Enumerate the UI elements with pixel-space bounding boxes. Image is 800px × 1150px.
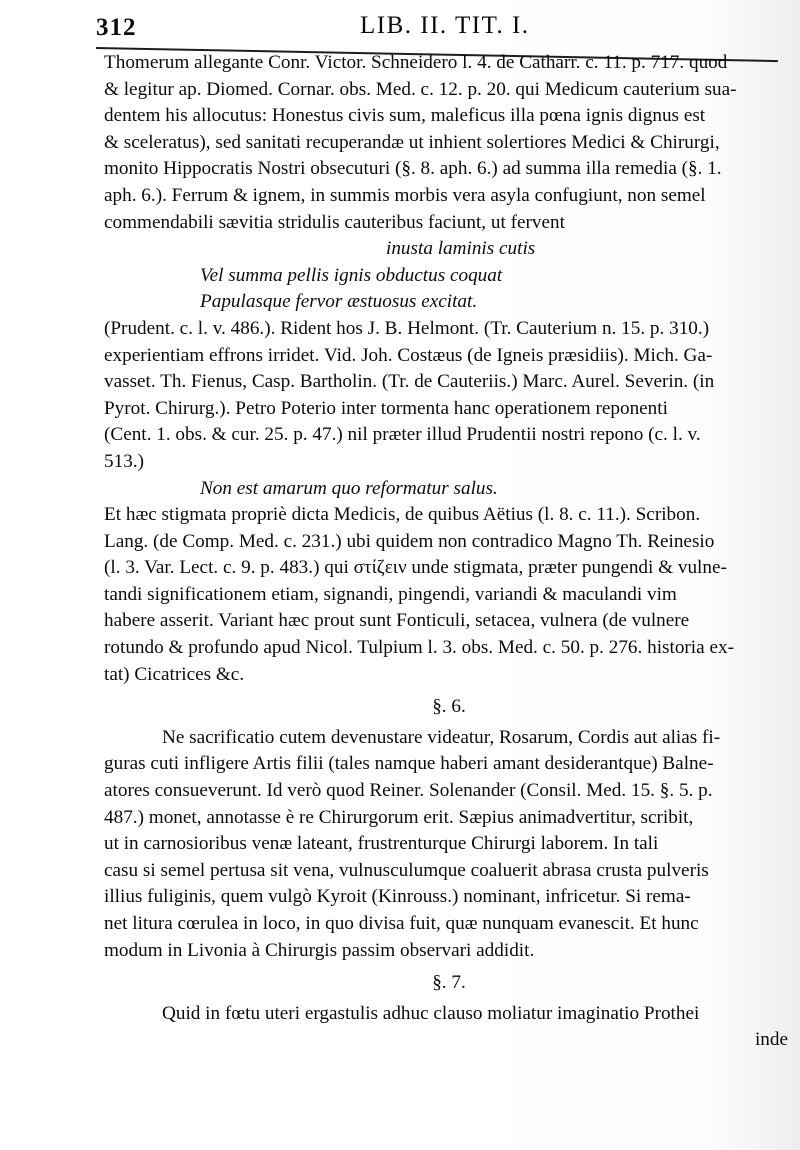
- text-line: Thomerum allegante Conr. Victor. Schneidero l. 4. de Catharr. c. 11. p. 717. quod: [104, 52, 728, 73]
- text-line: rotundo & profundo apud Nicol. Tulpium l. 3. obs. Med. c. 50. p. 276. historia ex-: [104, 637, 734, 659]
- running-head: LIB. II. TIT. I.: [360, 12, 530, 39]
- text-line: illius fuliginis, quem vulgò Kyroit (Kinrouss.) nominant, infricetur. Si rema-: [104, 886, 691, 908]
- text-line: commendabili sævitia stridulis cauteribus faciunt, ut fervent: [104, 211, 565, 233]
- text-line: modum in Livonia à Chirurgis passim observari addidit.: [104, 939, 535, 961]
- text-line: & sceleratus), sed sanitati recuperandæ ut inhient solertiores Medici & Chirurgi,: [104, 131, 720, 153]
- text-line: guras cuti infligere Artis filii (tales namque haberi amant desiderantque) Balne-: [104, 753, 714, 775]
- text-line: tandi significationem etiam, signandi, pingendi, variandi & maculandi vim: [104, 583, 677, 605]
- text-line: aph. 6.). Ferrum & ignem, in summis morbis vera asyla confugiunt, non semel: [104, 184, 706, 206]
- text-line: habere asserit. Variant hæc prout sunt Fonticuli, setacea, vulnera (de vulnere: [104, 610, 690, 632]
- text-line: monito Hippocratis Nostri obsecuturi (§. 8. aph. 6.) ad summa illa remedia (§. 1.: [104, 158, 722, 180]
- verse-line: Non est amarum quo reformatur salus.: [200, 477, 498, 499]
- catchword: inde: [754, 1029, 788, 1051]
- text-line: 487.) monet, annotasse è re Chirurgorum erit. Sæpius animadvertitur, scribit,: [104, 806, 694, 828]
- text-line: dentem his allocutus: Honestus civis sum, maleficus illa pœna ignis dignus est: [104, 105, 706, 127]
- text-line: tat) Cicatrices &c.: [104, 663, 245, 685]
- text-line: atores consueverunt. Id verò quod Reiner. Solenander (Consil. Med. 15. §. 5. p.: [104, 780, 713, 802]
- text-line: casu si semel pertusa sit vena, vulnusculumque coaluerit abrasa crusta pulveris: [104, 859, 709, 881]
- page-number: 312: [96, 14, 137, 41]
- text-line: Quid in fœtu uteri ergastulis adhuc clauso moliatur imaginatio Prothei: [162, 1002, 700, 1024]
- text-line: (Cent. 1. obs. & cur. 25. p. 47.) nil præter illud Prudentii nostri repono (c. l. v.: [104, 424, 701, 446]
- text-line: Lang. (de Comp. Med. c. 231.) ubi quidem non contradico Magno Th. Reinesio: [104, 530, 715, 552]
- text-line: net litura cœrulea in loco, in quo divisa fuit, quæ nunquam evanescit. Et hunc: [104, 913, 699, 934]
- text-line: & legitur ap. Diomed. Cornar. obs. Med. c. 12. p. 20. qui Medicum cauterium sua-: [104, 78, 737, 100]
- section-heading: §. 7.: [432, 972, 466, 994]
- text-line: Et hæc stigmata propriè dicta Medicis, de quibus Aëtius (l. 8. c. 11.). Scribon.: [104, 504, 701, 526]
- verse-line: Papulasque fervor æstuosus excitat.: [200, 291, 478, 313]
- text-line: 513.): [104, 450, 144, 472]
- verse-line: Vel summa pellis ignis obductus coquat: [200, 264, 503, 286]
- text-line: vasset. Th. Fienus, Casp. Bartholin. (Tr. de Cauteriis.) Marc. Aurel. Severin. (in: [104, 371, 715, 393]
- text-line: (Prudent. c. l. v. 486.). Rident hos J. B. Helmont. (Tr. Cauterium n. 15. p. 310.): [104, 317, 710, 339]
- text-line: (l. 3. Var. Lect. c. 9. p. 483.) qui στίζειν unde stigmata, præter pungendi & vulne-: [104, 557, 727, 579]
- text-line: ut in carnosioribus venæ lateant, frustrenturque Chirurgi laborem. In tali: [104, 833, 659, 855]
- text-line: Pyrot. Chirurg.). Petro Poterio inter tormenta hanc operationem reponenti: [104, 397, 668, 419]
- verse-line: inusta laminis cutis: [386, 238, 536, 260]
- section-heading: §. 6.: [432, 696, 466, 718]
- text-line: Ne sacrificatio cutem devenustare videatur, Rosarum, Cordis aut alias fi-: [162, 726, 721, 748]
- body-text: [104, 50, 794, 1054]
- text-line: experientiam effrons irridet. Vid. Joh. Costæus (de Igneis præsidiis). Mich. Ga-: [104, 344, 713, 366]
